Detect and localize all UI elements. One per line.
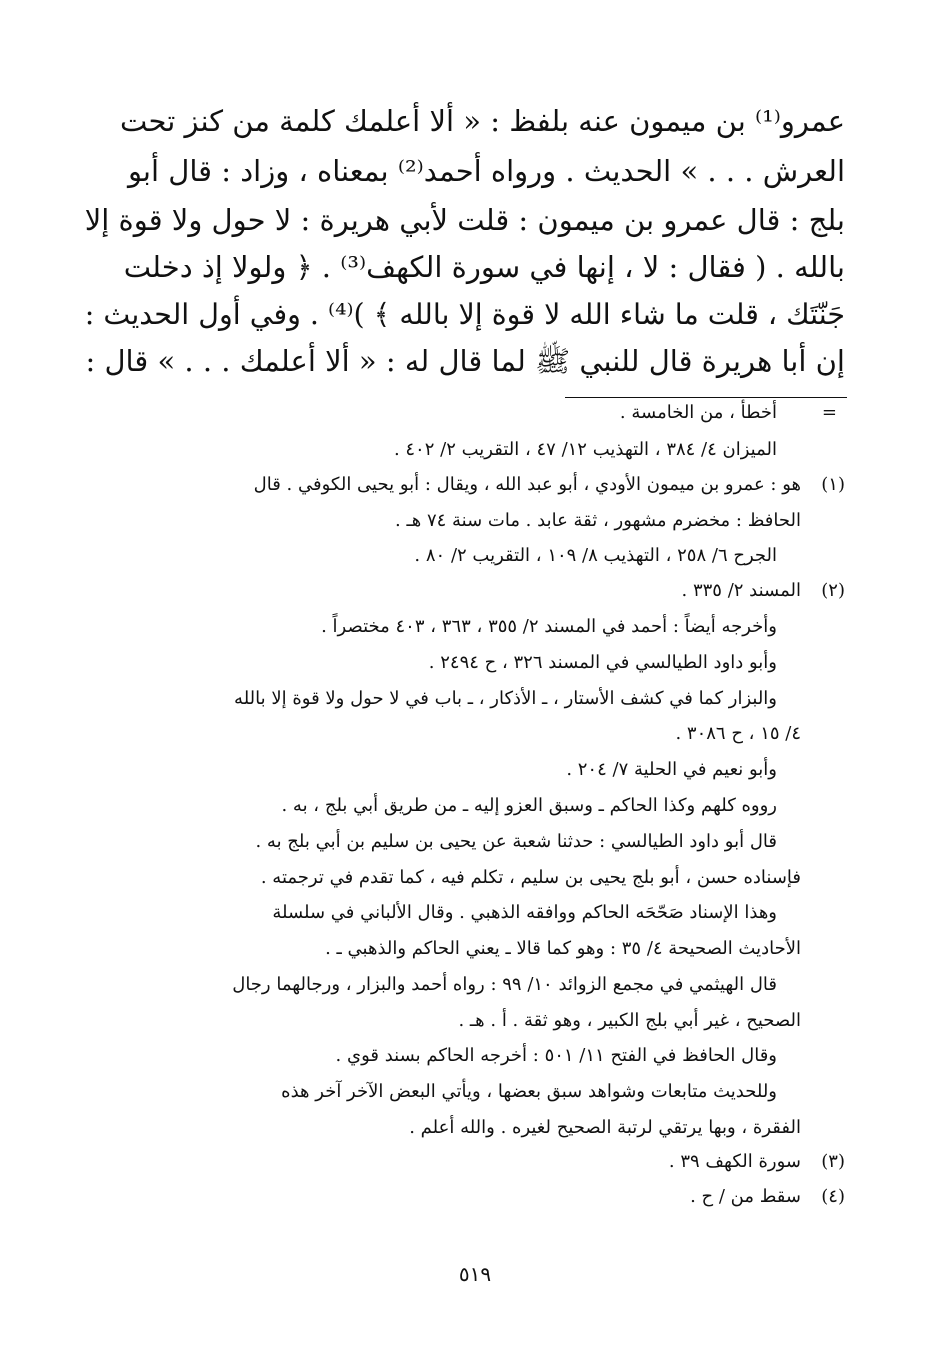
footnote-line: الجرح ٦/ ٢٥٨ ، التهذيب ٨/ ١٠٩ ، التقريب ٢/ ٨٠ .	[414, 545, 777, 566]
main-line: العرش . . . » الحديث . ورواه أحمد⁽²⁾ بمعناه ، وزاد : قال أبو	[127, 154, 845, 188]
footnote-line: سقط من / ح .	[690, 1186, 801, 1207]
footnote-separator	[565, 397, 847, 398]
footnote-line: أخطأ ، من الخامسة .	[619, 402, 777, 423]
page-number: ٥١٩	[458, 1262, 492, 1286]
footnote-line: وهذا الإسناد صَحّحَه الحاكم ووافقه الذهبي . وقال الألباني في سلسلة	[272, 902, 777, 923]
main-line: عمرو⁽¹⁾ بن ميمون عنه بلفظ : « ألا أعلمك كلمة من كنز تحت	[120, 104, 845, 138]
footnote-line: قال أبو داود الطيالسي : حدثنا شعبة عن يحيى بن سليم بن أبي بلج به .	[255, 831, 777, 852]
footnote-line: الأحاديث الصحيحة ٤/ ٣٥ : وهو كما قالا ـ يعني الحاكم والذهبي ـ .	[325, 938, 801, 959]
footnote-line: وللحديث متابعات وشواهد سبق بعضها ، ويأتي البعض الآخر آخر هذه	[281, 1081, 777, 1102]
main-line: بالله . ( فقال : لا ، إنها في سورة الكهف⁽³⁾ . ﴿ ولولا إذ دخلت	[123, 250, 845, 284]
footnote-number: (٤)	[821, 1186, 845, 1207]
main-line: جَنّتَك ، قلت ما شاء الله لا قوة إلا بالله ﴾ )⁽⁴⁾ . وفي أول الحديث :	[84, 298, 845, 331]
footnote-line: الميزان ٤/ ٣٨٤ ، التهذيب ١٢/ ٤٧ ، التقريب ٢/ ٤٠٢ .	[393, 439, 777, 460]
footnote-line: فإسناده حسن ، أبو بلج يحيى بن سليم ، تكلم فيه ، كما تقدم في ترجمته .	[260, 867, 801, 888]
footnote-line: المسند ٢/ ٣٣٥ .	[681, 580, 801, 601]
footnote-line: وأخرجه أيضاً : أحمد في المسند ٢/ ٣٥٥ ، ٣٦٣ ، ٤٠٣ مختصراً .	[321, 616, 777, 637]
footnote-number: (١)	[821, 474, 845, 495]
footnote-continuation-marker: =	[821, 402, 837, 423]
footnote-line: ٤/ ١٥ ، ح ٣٠٨٦ .	[675, 723, 801, 744]
main-line: إن أبا هريرة قال للنبي ﷺ لما قال له : « ألا أعلمك . . . » قال :	[85, 344, 845, 378]
footnote-line: الفقرة ، وبها يرتقي لرتبة الصحيح لغيره . والله أعلم .	[409, 1117, 801, 1138]
footnote-number: (٢)	[821, 580, 845, 601]
footnote-line: والبزار كما في كشف الأستار ، ـ الأذكار ، ـ باب في لا حول ولا قوة إلا بالله	[234, 688, 777, 709]
footnote-line: رووه كلهم وكذا الحاكم ـ وسبق العزو إليه ـ من طريق أبي بلج ، به .	[281, 795, 777, 816]
main-line: بلج : قال عمرو بن ميمون : قلت لأبي هريرة : لا حول ولا قوة إلا	[84, 203, 845, 237]
footnote-line: سورة الكهف ٣٩ .	[668, 1151, 801, 1172]
footnote-line: هو : عمرو بن ميمون الأودي ، أبو عبد الله ، ويقال : أبو يحيى الكوفي . قال	[253, 474, 801, 495]
footnote-line: الصحيح ، غير أبي بلج الكبير ، وهو ثقة . أ . هـ .	[458, 1010, 801, 1031]
footnote-number: (٣)	[821, 1151, 845, 1172]
footnote-line: قال الهيثمي في مجمع الزوائد ١٠/ ٩٩ : رواه أحمد والبزار ، ورجالهما رجال	[232, 974, 777, 995]
footnote-line: الحافظ : مخضرم مشهور ، ثقة عابد . مات سنة ٧٤ هـ .	[395, 510, 801, 531]
footnote-line: وأبو نعيم في الحلية ٧/ ٢٠٤ .	[566, 759, 777, 780]
footnote-line: وأبو داود الطيالسي في المسند ٣٢٦ ، ح ٢٤٩٤ .	[428, 652, 777, 673]
footnote-line: وقال الحافظ في الفتح ١١/ ٥٠١ : أخرجه الحاكم بسند قوي .	[335, 1045, 777, 1066]
